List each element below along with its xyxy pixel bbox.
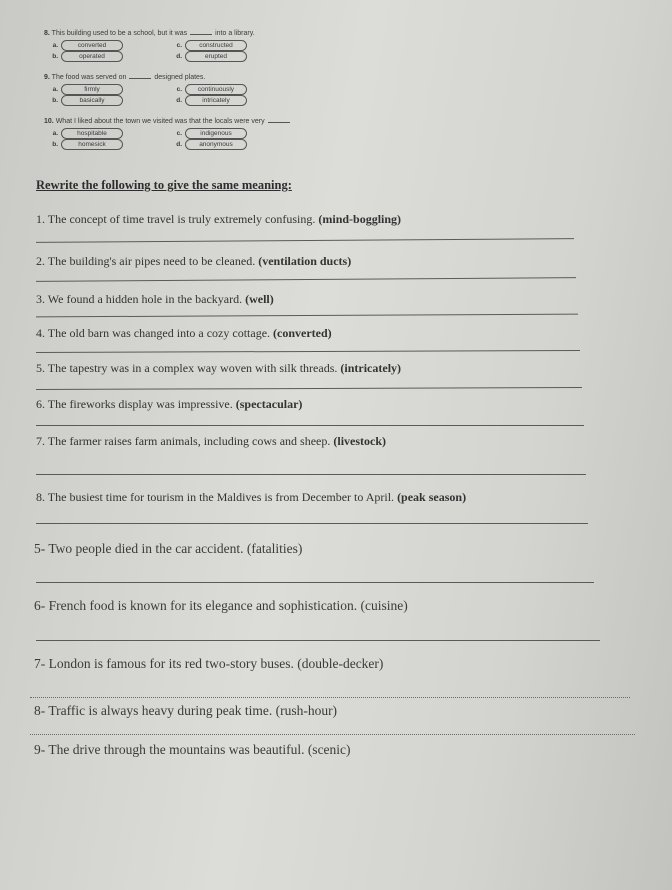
- mcq-options: [44, 40, 524, 62]
- answer-line-6[interactable]: [36, 425, 584, 426]
- mcq-option-d[interactable]: d. intricately: [168, 95, 247, 106]
- mcq-option-b[interactable]: b. homesick: [44, 139, 123, 150]
- mcq-question-9: [44, 74, 524, 106]
- rewrite-item-7: 7. The farmer raises farm animals, including cows and sheep. (livestock): [36, 434, 387, 448]
- answer-line-6b[interactable]: [36, 640, 600, 641]
- answer-blank[interactable]: [129, 78, 151, 79]
- mcq-option-a[interactable]: a. hospitable: [44, 128, 123, 139]
- rewrite-item-5: 5. The tapestry was in a complex way woven with silk threads. (intricately): [36, 361, 402, 375]
- answer-line-2[interactable]: [36, 277, 576, 282]
- answer-line-8[interactable]: [36, 523, 588, 524]
- mcq-question-8: [44, 30, 524, 62]
- answer-line-7[interactable]: [36, 474, 586, 475]
- rewrite-item-2: 2. The building's air pipes need to be cleaned. (ventilation ducts): [36, 254, 352, 268]
- rewrite-item-5b: 5- Two people died in the car accident. (fatalities): [34, 541, 303, 556]
- mcq-option-c[interactable]: c. constructed: [168, 40, 247, 51]
- mcq-option-b[interactable]: b. operated: [44, 51, 123, 62]
- rewrite-item-6: 6. The fireworks display was impressive. (spectacular): [36, 397, 303, 411]
- answer-line-5[interactable]: [36, 387, 582, 390]
- answer-line-1[interactable]: [36, 238, 574, 243]
- rewrite-item-1: 1. The concept of time travel is truly extremely confusing. (mind-boggling): [36, 212, 402, 226]
- mcq-option-d[interactable]: d. anonymous: [168, 139, 247, 150]
- rewrite-item-7b: 7- London is famous for its red two-story buses. (double-decker): [34, 656, 384, 671]
- mcq-options: [44, 84, 524, 106]
- rewrite-item-8: 8. The busiest time for tourism in the Maldives is from December to April. (peak season): [36, 490, 467, 504]
- rewrite-item-6b: 6- French food is known for its elegance and sophistication. (cuisine): [34, 598, 408, 613]
- answer-blank[interactable]: [190, 34, 212, 35]
- rewrite-item-9b: 9- The drive through the mountains was beautiful. (scenic): [34, 742, 351, 757]
- mcq-question-10: [44, 118, 524, 150]
- rewrite-item-3: 3. We found a hidden hole in the backyard. (well): [36, 292, 274, 306]
- mcq-options: [44, 128, 524, 150]
- mcq-option-a[interactable]: a. converted: [44, 40, 123, 51]
- mcq-option-a[interactable]: a. firmly: [44, 84, 123, 95]
- rewrite-item-8b: 8- Traffic is always heavy during peak time. (rush-hour): [34, 703, 338, 718]
- mcq-option-b[interactable]: b. basically: [44, 95, 123, 106]
- mcq-stem: 9. The food was served on designed plates.: [44, 74, 206, 81]
- answer-blank[interactable]: [268, 122, 290, 123]
- mcq-stem: 10. What I liked about the town we visited was that the locals were very: [44, 118, 524, 125]
- section-heading: Rewrite the following to give the same meaning:: [36, 178, 292, 192]
- answer-line-5b[interactable]: [36, 582, 594, 583]
- mcq-option-c[interactable]: c. continuously: [168, 84, 247, 95]
- mcq-option-d[interactable]: d. erupted: [168, 51, 247, 62]
- rewrite-item-4: 4. The old barn was changed into a cozy cottage. (converted): [36, 326, 332, 340]
- answer-line-8b[interactable]: [30, 734, 635, 735]
- mcq-option-c[interactable]: c. indigenous: [168, 128, 247, 139]
- answer-line-7b[interactable]: [30, 697, 630, 698]
- answer-line-4[interactable]: [36, 350, 580, 353]
- answer-line-3[interactable]: [36, 314, 578, 318]
- mcq-stem: 8. This building used to be a school, but it was into a library.: [44, 30, 255, 37]
